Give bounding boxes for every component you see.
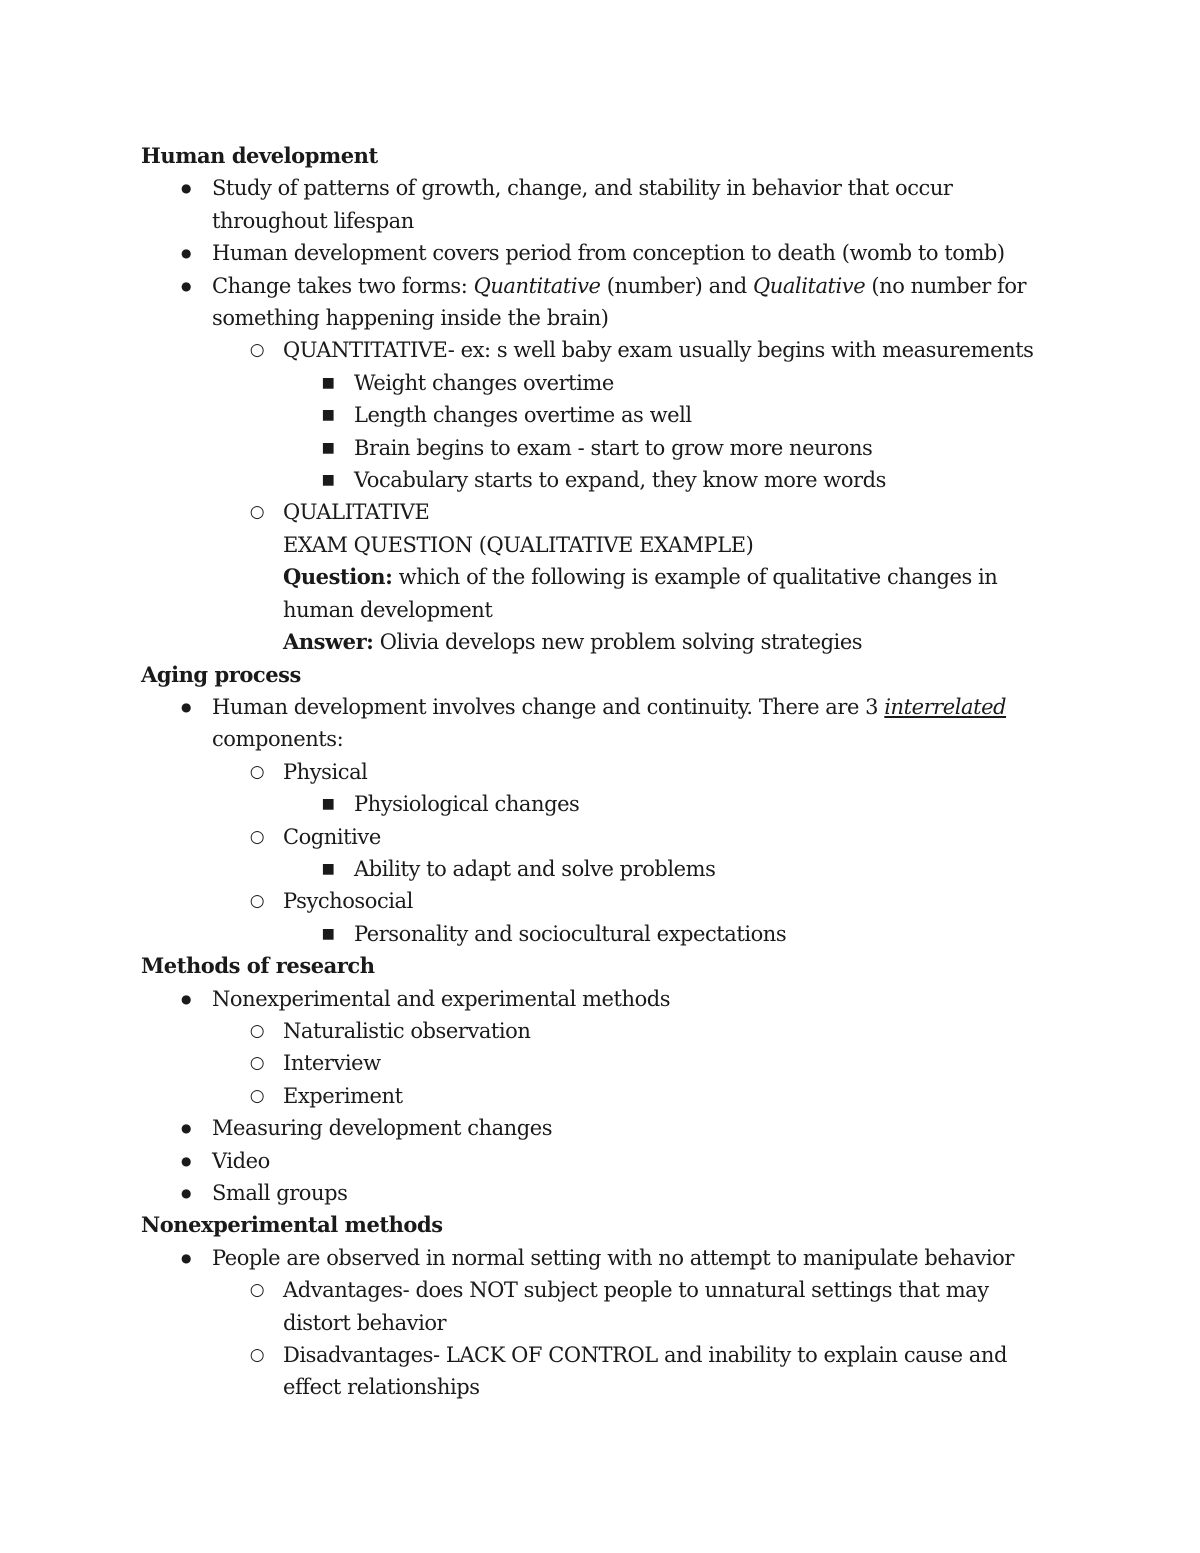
list-item — [249, 821, 1051, 886]
physical-description: Physiological changes — [354, 792, 580, 817]
cognitive-sub-list — [283, 853, 1051, 885]
list-item — [180, 237, 1051, 269]
quantitative-label: QUANTITATIVE- ex: s well baby exam usually begins with measurements — [283, 338, 1034, 363]
list-item — [321, 432, 1051, 464]
bullet-dot-icon: ● — [180, 1250, 192, 1265]
bullet-text: Video — [212, 1148, 270, 1173]
quantitative-examples-list — [283, 367, 1051, 497]
bullet-text: Human development covers period from conception to death (womb to tomb) — [212, 241, 1005, 266]
list-item — [180, 983, 1051, 1113]
list-item — [180, 1145, 1051, 1177]
bullet-circle-icon: ○ — [249, 1345, 265, 1366]
bullet-circle-icon: ○ — [249, 340, 265, 361]
list-item — [321, 399, 1051, 431]
bullet-dot-icon: ● — [180, 699, 192, 714]
bullet-dot-icon: ● — [180, 1121, 192, 1136]
bullet-square-icon: ■ — [321, 374, 335, 391]
list-item — [180, 1177, 1051, 1209]
method-text: Experiment — [283, 1083, 403, 1108]
bullet-circle-icon: ○ — [249, 761, 265, 782]
methods-list — [141, 983, 1051, 1210]
method-text: Naturalistic observation — [283, 1018, 531, 1043]
term-quantitative: Quantitative — [473, 273, 601, 298]
bullet-square-icon: ■ — [321, 925, 335, 942]
answer-line — [283, 626, 1051, 658]
list-item — [249, 885, 1051, 950]
list-item — [321, 918, 1051, 950]
question-label: Question: — [283, 564, 393, 590]
bullet-circle-icon: ○ — [249, 891, 265, 912]
term-qualitative: Qualitative — [753, 273, 866, 298]
example-text: Weight changes overtime — [354, 370, 614, 395]
bullet-circle-icon: ○ — [249, 502, 265, 523]
list-item — [249, 1015, 1051, 1047]
bullet-square-icon: ■ — [321, 407, 335, 424]
list-item — [249, 756, 1051, 821]
bullet-square-icon: ■ — [321, 860, 335, 877]
qualitative-label: QUALITATIVE — [283, 500, 430, 525]
list-item — [180, 1112, 1051, 1144]
bullet-circle-icon: ○ — [249, 1085, 265, 1106]
question-text: which of the following is example of qualitative changes in human development — [283, 565, 998, 622]
bullet-text-pre: Human development involves change and continuity. There are 3 — [212, 694, 885, 719]
example-text: Brain begins to exam - start to grow more neurons — [354, 435, 873, 460]
list-item — [249, 1339, 1051, 1404]
advantages-text: Advantages- does NOT subject people to unnatural settings that may distort behavior — [283, 1278, 989, 1335]
list-item — [249, 334, 1051, 496]
bullet-dot-icon: ● — [180, 1186, 192, 1200]
pros-cons-list — [212, 1274, 1051, 1404]
bullet-dot-icon: ● — [180, 991, 192, 1006]
bullet-dot-icon: ● — [180, 246, 192, 261]
bullet-text: Nonexperimental and experimental methods — [212, 986, 671, 1011]
example-text: Vocabulary starts to expand, they know more words — [354, 468, 886, 493]
list-item — [180, 1242, 1051, 1404]
heading-methods-of-research: Methods of research — [141, 953, 375, 979]
list-item — [321, 464, 1051, 496]
physical-sub-list — [283, 788, 1051, 820]
list-item — [180, 270, 1051, 659]
bullet-text-post: (no number for something happening inside the brain) — [212, 273, 1027, 331]
list-item — [249, 1047, 1051, 1079]
psychosocial-sub-list — [283, 918, 1051, 950]
bullet-circle-icon: ○ — [249, 1020, 265, 1041]
answer-label: Answer: — [283, 629, 374, 655]
example-text: Length changes overtime as well — [354, 403, 692, 428]
component-physical: Physical — [283, 759, 368, 784]
list-item — [321, 788, 1051, 820]
list-item — [180, 172, 1051, 237]
list-item — [321, 367, 1051, 399]
psychosocial-description: Personality and sociocultural expectations — [354, 921, 787, 946]
bullet-dot-icon: ● — [180, 181, 192, 196]
bullet-text: People are observed in normal setting with no attempt to manipulate behavior — [212, 1245, 1014, 1270]
human-development-list — [141, 172, 1051, 658]
bullet-circle-icon: ○ — [249, 1053, 265, 1074]
change-forms-list — [212, 334, 1051, 658]
bullet-square-icon: ■ — [321, 796, 335, 813]
bullet-text: Study of patterns of growth, change, and stability in behavior that occur throughout lifespan — [212, 176, 953, 233]
component-cognitive: Cognitive — [283, 824, 381, 849]
question-line — [283, 561, 1051, 626]
bullet-text-pre: Change takes two forms: — [212, 273, 474, 298]
heading-nonexperimental-methods: Nonexperimental methods — [141, 1212, 443, 1238]
list-item — [249, 1274, 1051, 1339]
component-psychosocial: Psychosocial — [283, 889, 413, 914]
bullet-text-post: components: — [212, 727, 344, 752]
list-item — [249, 1080, 1051, 1112]
exam-question-line: EXAM QUESTION (QUALITATIVE EXAMPLE) — [283, 532, 754, 557]
nonexperimental-list — [141, 1242, 1051, 1404]
bullet-text-mid: (number) and — [600, 273, 754, 298]
heading-aging-process: Aging process — [141, 661, 301, 687]
bullet-dot-icon: ● — [180, 278, 192, 293]
list-item — [180, 691, 1051, 950]
aging-process-list — [141, 691, 1051, 950]
bullet-square-icon: ■ — [321, 439, 335, 456]
disadvantages-text: Disadvantages- LACK OF CONTROL and inability to explain cause and effect relationships — [283, 1343, 1007, 1400]
bullet-dot-icon: ● — [180, 1153, 192, 1168]
list-item — [321, 853, 1051, 885]
heading-human-development: Human development — [141, 143, 378, 168]
bullet-circle-icon: ○ — [249, 1280, 265, 1301]
bullet-text: Measuring development changes — [212, 1116, 553, 1141]
document-content — [141, 140, 1051, 1404]
bullet-text: Small groups — [212, 1181, 348, 1205]
answer-text: Olivia develops new problem solving strategies — [373, 630, 863, 655]
components-list — [212, 756, 1051, 950]
bullet-circle-icon: ○ — [249, 826, 265, 847]
term-interrelated: interrelated — [884, 694, 1007, 719]
cognitive-description: Ability to adapt and solve problems — [354, 856, 716, 881]
list-item — [249, 496, 1051, 658]
methods-sub-list — [212, 1015, 1051, 1112]
method-text: Interview — [283, 1051, 381, 1076]
bullet-square-icon: ■ — [321, 472, 335, 489]
